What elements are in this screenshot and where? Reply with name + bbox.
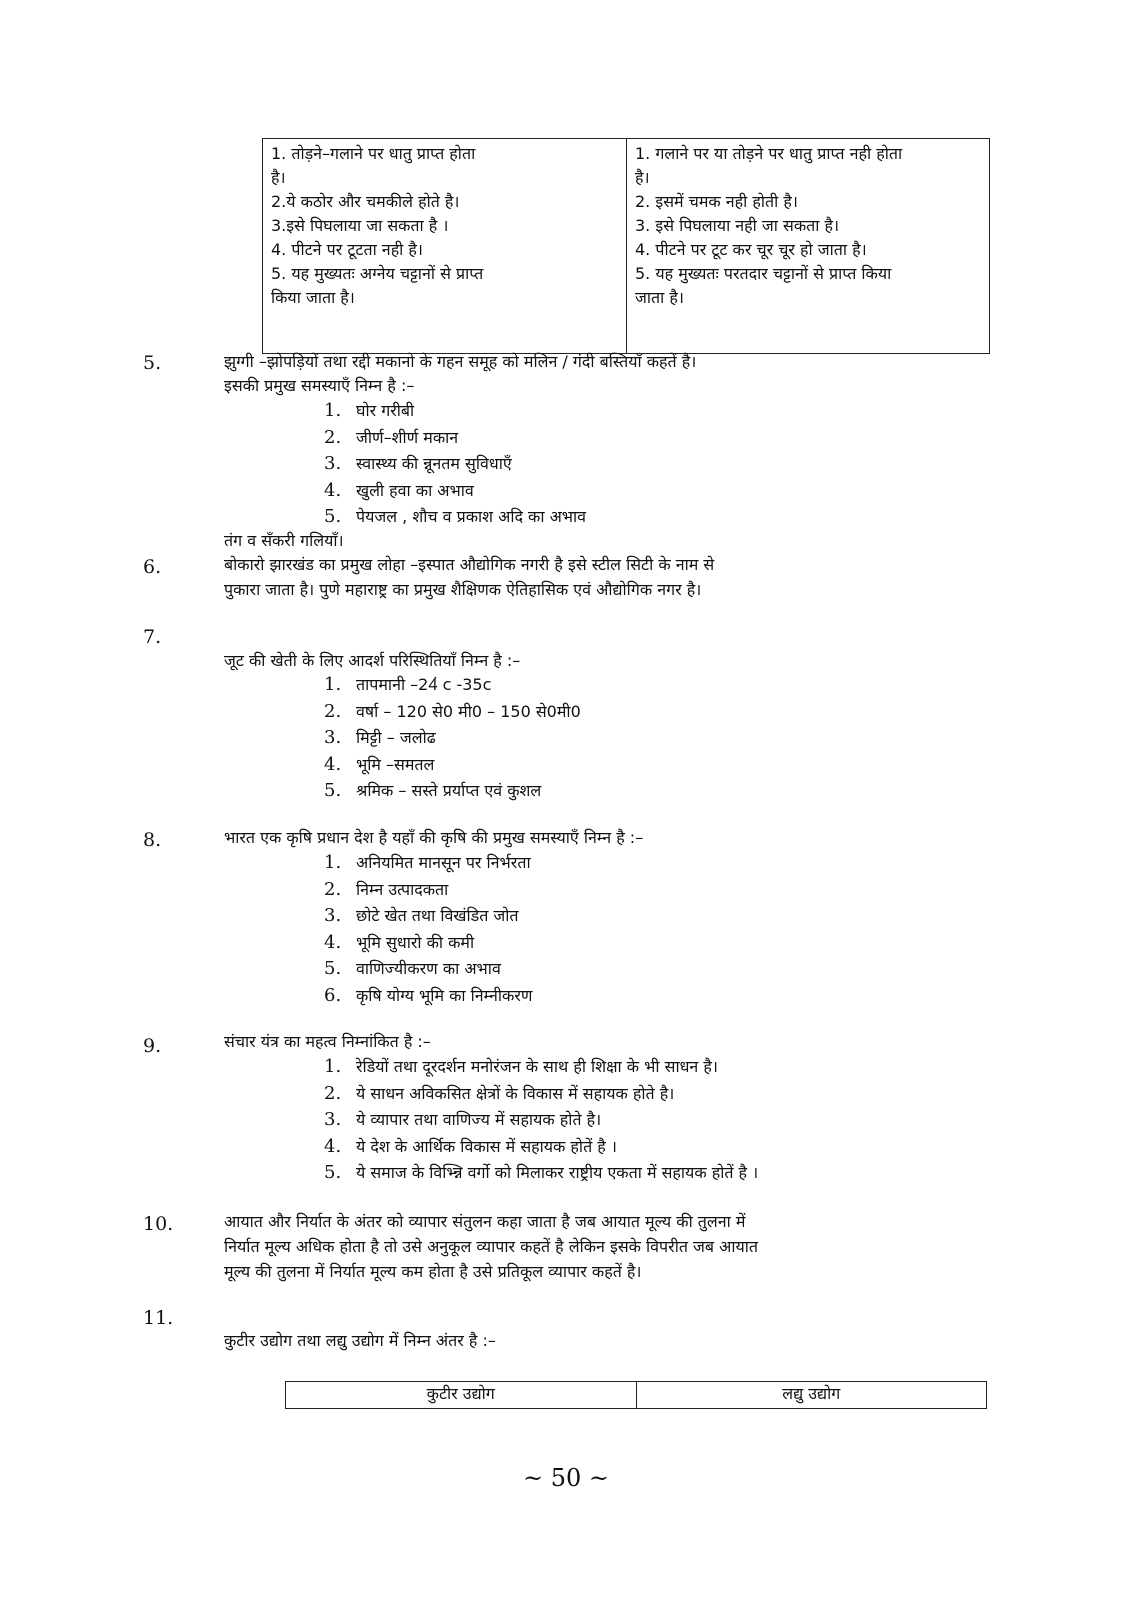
table-cell-line: 4. पीटने पर टूट कर चूर चूर हो जाता है। — [635, 240, 867, 259]
list-item: 1. रेडियों तथा दूरदर्शन मनोरंजन के साथ ही शिक्षा के भी साधन है। — [324, 1056, 718, 1077]
question-number-11: 11. — [143, 1307, 174, 1329]
list-item: 1. तापमानी –24ं c -35c — [324, 674, 492, 695]
table-cell-line: किया जाता है। — [271, 288, 355, 307]
question-number-8: 8. — [143, 829, 162, 851]
table-cell-line: 2.ये कठोर और चमकीले होते है। — [271, 192, 460, 211]
list-item: 5. पेयजल , शौच व प्रकाश अदि का अभाव — [324, 506, 587, 528]
question-10-line-2: निर्यात मूल्य अधिक होता है तो उसे अनुकूल व्यापार कहतें है लेकिन इसके विपरीत जब आयात — [224, 1237, 759, 1256]
list-item: 5. वाणिज्यीकरण का अभाव — [324, 958, 501, 980]
question-number-6: 6. — [143, 556, 162, 578]
question-number-5: 5. — [143, 352, 162, 374]
list-item: 3. स्वास्थ्य की न्नूनतम सुविधाएँ — [324, 453, 512, 475]
table-cell-line: 1. तोड़ने–गलाने पर धातु प्राप्त होता — [271, 144, 476, 163]
question-number-9: 9. — [143, 1035, 162, 1057]
question-5-list — [324, 398, 586, 531]
list-item: 1. घोर गरीबी — [324, 400, 415, 421]
industry-comparison-table — [285, 1381, 987, 1409]
list-item: 2. वर्षा – 120 से0 मी0 – 150 से0मी0 — [324, 700, 581, 722]
table-cell-line: 3.इसे पिघलाया जा सकता है । — [271, 216, 449, 235]
question-8-text: भारत एक कृषि प्रधान देश है यहाँ की कृषि की प्रमुख समस्याएँ निम्न है :– — [224, 828, 644, 847]
list-item: 2. निम्न उत्पादकता — [324, 878, 449, 900]
question-11-text: कुटीर उद्योग तथा लद्यु उद्योग में निम्न अंतर है :– — [224, 1331, 496, 1350]
list-item: 6. कृषि योग्य भूमि का निम्नीकरण — [324, 984, 533, 1006]
question-9-text: संचार यंत्र का महत्व निम्नांकित है :– — [224, 1032, 431, 1051]
comparison-column-right — [626, 139, 989, 353]
list-item: 5. ये समाज के विभ्न्नि वर्गो को मिलाकर राष्ट्रीय एकता में सहायक होतें है । — [324, 1162, 759, 1184]
question-7-list — [324, 672, 581, 805]
question-6-line-2: पुकारा जाता है। पुणे महाराष्ट्र का प्रमुख शैक्षिणक ऐतिहासिक एवं औद्योगिक नगर है। — [224, 580, 702, 599]
list-item: 5. श्रमिक – सस्ते प्रर्याप्त एवं कुशल — [324, 780, 542, 802]
list-item: 3. मिट्टी – जलोढ — [324, 727, 436, 749]
question-5-subtext: इसकी प्रमुख समस्याएँ निम्न है :– — [224, 376, 415, 395]
table-cell-line: 5. यह मुख्यतः अग्नेय चट्टानों से प्राप्त — [271, 264, 484, 283]
table-cell-line: 1. गलाने पर या तोड़ने पर धातु प्राप्त नही होता — [635, 144, 903, 163]
table-header-cell: लद्यु उद्योग — [636, 1382, 987, 1408]
table-cell-line: है। — [635, 168, 650, 187]
question-5-text: झुग्गी –झोपड़ियों तथा रद्दी मकानो के गहन समूह को मलिन / गंदी बस्तियाँ कहतें है। — [224, 352, 697, 371]
question-8-list — [324, 850, 532, 1010]
table-cell-line: जाता है। — [635, 288, 684, 307]
table-cell-line: 5. यह मुख्यतः परतदार चट्टानों से प्राप्त किया — [635, 264, 892, 283]
page-number: ~ 50 ~ — [522, 1464, 609, 1492]
list-item: 1. अनियमित मानसून पर निर्भरता — [324, 852, 531, 873]
list-item: 4. खुली हवा का अभाव — [324, 479, 474, 501]
list-item: 4. भूमि –समतल — [324, 753, 435, 775]
table-cell-line: 4. पीटने पर टूटता नही है। — [271, 240, 423, 259]
list-item: 4. ये देश के आर्थिक विकास में सहायक होतें है । — [324, 1135, 617, 1157]
list-item: 2. ये साधन अविकसित क्षेत्रों के विकास में सहायक होते है। — [324, 1082, 675, 1104]
table-cell-line: है। — [271, 168, 286, 187]
list-item: 2. जीर्ण–शीर्ण मकान — [324, 426, 459, 448]
question-number-7: 7. — [143, 626, 162, 648]
question-9-list — [324, 1054, 758, 1187]
table-cell-line: 2. इसमें चमक नही होती है। — [635, 192, 798, 211]
list-item: 3. ये व्यापार तथा वाणिज्य में सहायक होते है। — [324, 1109, 602, 1131]
comparison-table — [262, 138, 990, 354]
question-7-text: जूट की खेती के लिए आदर्श परिस्थितियाँ निम्न है :– — [224, 651, 521, 670]
table-header-cell: कुटीर उद्योग — [426, 1384, 495, 1403]
question-6-line-1: बोकारो झारखंड का प्रमुख लोहा –इस्पात औद्योगिक नगरी है इसे स्टील सिटी के नाम से — [224, 555, 715, 574]
question-number-10: 10. — [143, 1213, 174, 1235]
question-5-after: तंग व सँकरी गलियाँ। — [224, 531, 344, 550]
table-cell-line: 3. इसे पिघलाया नही जा सकता है। — [635, 216, 840, 235]
list-item: 4. भूमि सुधारो की कमी — [324, 931, 475, 953]
question-10-line-3: मूल्य की तुलना में निर्यात मूल्य कम होता है उसे प्रतिकूल व्यापार कहतें है। — [224, 1262, 642, 1281]
comparison-column-left — [263, 139, 626, 353]
list-item: 3. छोटे खेत तथा विखंडित जोत — [324, 905, 519, 927]
question-10-line-1: आयात और निर्यात के अंतर को व्यापार संतुलन कहा जाता है जब आयात मूल्य की तुलना में — [224, 1212, 746, 1231]
